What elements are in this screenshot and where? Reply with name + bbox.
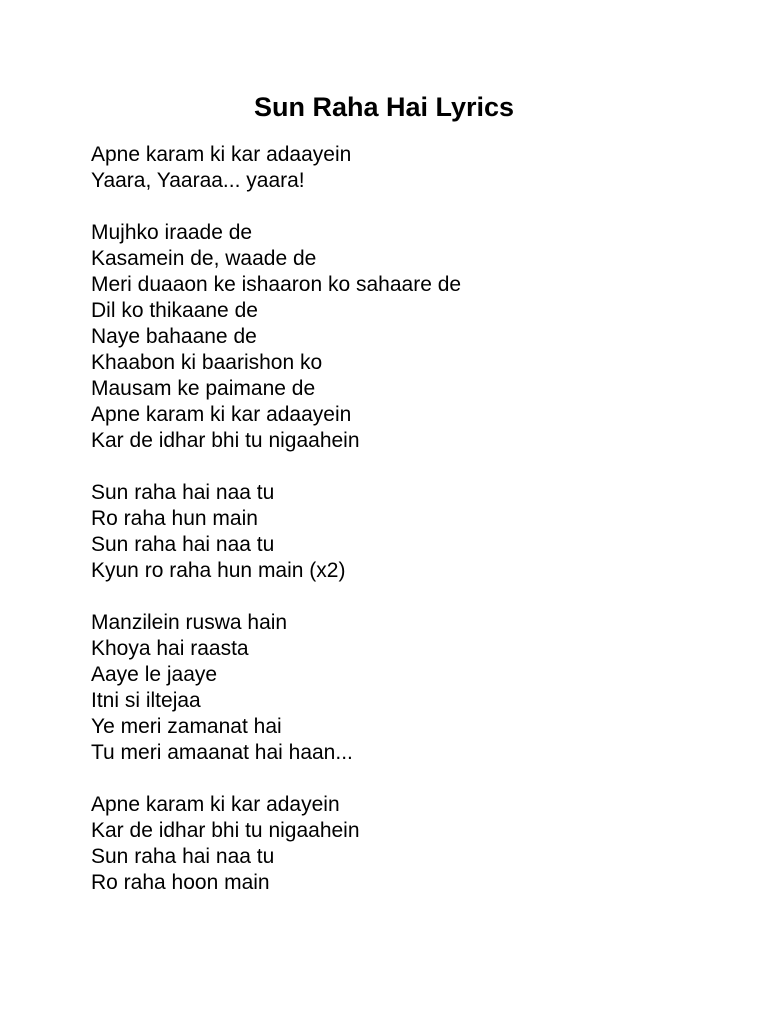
lyric-line: Itni si iltejaa (91, 689, 201, 712)
lyric-line: Manzilein ruswa hain (91, 611, 288, 634)
lyric-line: Kyun ro raha hun main (x2) (91, 559, 346, 582)
lyric-line: Khaabon ki baarishon ko (91, 351, 323, 374)
lyric-line: Apne karam ki kar adaayein (91, 143, 352, 166)
page-title: Sun Raha Hai Lyrics (253, 92, 515, 122)
stanza-5 (91, 792, 731, 896)
stanza-2 (91, 220, 731, 454)
lyric-line: Naye bahaane de (91, 325, 257, 348)
lyric-line: Mujhko iraade de (91, 221, 253, 244)
lyric-line: Ye meri zamanat hai (91, 715, 282, 738)
lyric-line: Kasamein de, waade de (91, 247, 317, 270)
lyric-line: Aaye le jaaye (91, 663, 218, 686)
lyric-line: Sun raha hai naa tu (91, 845, 275, 868)
lyric-line: Meri duaaon ke ishaaron ko sahaare de (91, 273, 462, 296)
lyrics-body (91, 142, 731, 922)
lyric-line: Mausam ke paimane de (91, 377, 316, 400)
lyric-line: Yaara, Yaaraa... yaara! (91, 169, 305, 192)
lyric-line: Apne karam ki kar adaayein (91, 403, 352, 426)
stanza-4 (91, 610, 731, 766)
lyric-line: Apne karam ki kar adayein (91, 793, 340, 816)
lyric-line: Dil ko thikaane de (91, 299, 258, 322)
lyric-line: Tu meri amaanat hai haan... (91, 741, 353, 764)
lyric-line: Sun raha hai naa tu (91, 481, 275, 504)
lyric-line: Kar de idhar bhi tu nigaahein (91, 819, 360, 842)
lyric-line: Khoya hai raasta (91, 637, 249, 660)
lyric-line: Kar de idhar bhi tu nigaahein (91, 429, 360, 452)
stanza-1 (91, 142, 731, 194)
lyric-line: Sun raha hai naa tu (91, 533, 275, 556)
lyric-line: Ro raha hoon main (91, 871, 270, 894)
lyric-line: Ro raha hun main (91, 507, 258, 530)
stanza-3 (91, 480, 731, 584)
